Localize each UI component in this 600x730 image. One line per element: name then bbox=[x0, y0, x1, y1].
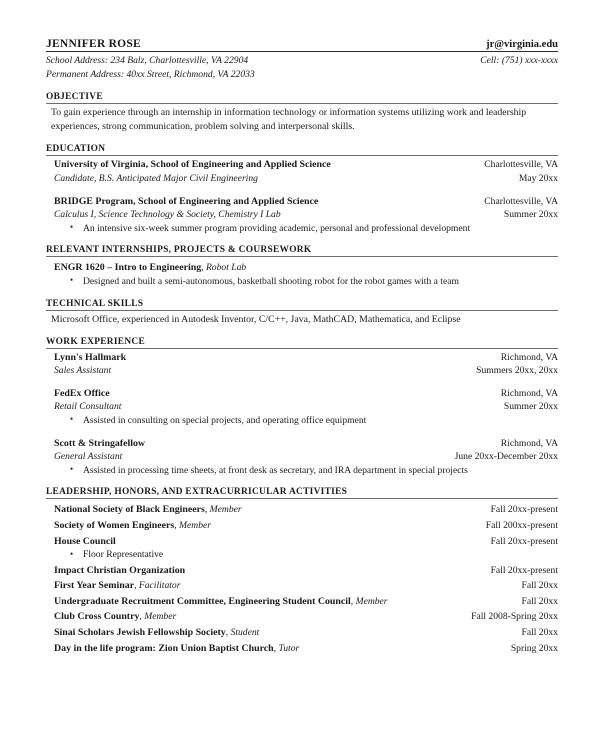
work-entry bbox=[54, 351, 558, 378]
entry-title-group bbox=[54, 259, 256, 275]
section-title-work-experience: WORK EXPERIENCE bbox=[46, 337, 558, 349]
entry-date: May 20xx bbox=[518, 173, 558, 184]
list-item: • Floor Representative bbox=[54, 548, 558, 562]
leadership-item bbox=[54, 640, 558, 656]
leadership-item bbox=[54, 501, 558, 517]
entry-role: , Tutor bbox=[273, 642, 300, 654]
entry-date: Summer 20xx bbox=[503, 401, 558, 413]
entry-location: Richmond, VA bbox=[500, 387, 558, 399]
entry-date: Summer 20xx bbox=[503, 209, 558, 221]
entry-subtitle: General Assistant bbox=[54, 451, 123, 463]
entry-organization: Undergraduate Recruitment Committee, Engineering Student Council bbox=[54, 595, 351, 607]
leadership-item bbox=[54, 608, 558, 624]
section-title-technical-skills: TECHNICAL SKILLS bbox=[46, 299, 558, 311]
section-leadership bbox=[46, 487, 558, 655]
entry-role: , Member bbox=[204, 504, 242, 516]
header-cell: Cell: (751) xxx-xxxx bbox=[480, 55, 558, 66]
objective-text: To gain experience through an internship in information technology or information systems utilizing work and leadership experiences, strong communication, problem solving and interpersonal skills. bbox=[51, 107, 527, 133]
education-entry bbox=[54, 158, 558, 185]
entry-location: Charlottesville, VA bbox=[484, 159, 558, 171]
entry-date: Summers 20xx, 20xx bbox=[476, 365, 558, 377]
resume-header bbox=[46, 38, 558, 82]
work-entry bbox=[54, 437, 558, 478]
entry-header-row bbox=[54, 158, 558, 172]
entry-date: Fall 200xx-present bbox=[485, 519, 558, 531]
technical-skills-body bbox=[46, 311, 558, 327]
entry-organization: First Year Seminar bbox=[54, 580, 135, 592]
section-title-internships: RELEVANT INTERNSHIPS, PROJECTS & COURSEWORK bbox=[46, 245, 558, 257]
entry-date: Fall 20xx bbox=[521, 595, 558, 607]
list-item: • Designed and built a semi-autonomous, basketball shooting robot for the robot games with a team bbox=[54, 275, 558, 289]
entry-organization: House Council bbox=[54, 535, 116, 547]
leadership-item bbox=[54, 517, 558, 533]
entry-sub-row bbox=[54, 208, 558, 222]
entry-subtitle: Calculus I, Science Technology & Society, Chemistry I Lab bbox=[54, 209, 281, 221]
entry-organization: Lynn's Hallmark bbox=[54, 351, 127, 363]
section-objective bbox=[46, 92, 558, 134]
entry-organization: Club Cross Country bbox=[54, 611, 140, 623]
entry-subtitle: Sales Assistant bbox=[54, 365, 112, 377]
entry-bullet-list bbox=[54, 222, 558, 236]
header-permanent-address-row bbox=[46, 68, 558, 82]
entry-header-row bbox=[54, 195, 558, 209]
leadership-item bbox=[54, 577, 558, 593]
entry-location: Charlottesville, VA bbox=[484, 195, 558, 207]
entry-header-row bbox=[54, 437, 558, 451]
entry-organization: Sinai Scholars Jewish Fellowship Society bbox=[54, 627, 226, 639]
entry-header-row bbox=[54, 387, 558, 401]
list-item: • Assisted in consulting on special projects, and operating office equipment bbox=[54, 414, 558, 428]
entry-sub-row bbox=[54, 172, 558, 186]
entry-location: Richmond, VA bbox=[500, 351, 558, 363]
leadership-item bbox=[54, 562, 558, 578]
entry-bullet-list bbox=[54, 464, 558, 478]
entry-role: , Student bbox=[225, 627, 260, 639]
section-internships bbox=[46, 245, 558, 288]
section-title-leadership: LEADERSHIP, HONORS, AND EXTRACURRICULAR ACTIVITIES bbox=[46, 487, 558, 499]
section-title-objective: OBJECTIVE bbox=[46, 92, 558, 104]
entry-header-row bbox=[54, 259, 558, 275]
work-experience-body bbox=[46, 349, 558, 478]
objective-body bbox=[46, 104, 558, 134]
leadership-item bbox=[54, 533, 558, 549]
entry-date: Fall 20xx-present bbox=[490, 564, 558, 576]
education-body bbox=[46, 156, 558, 235]
entry-subtitle: Retail Consultant bbox=[54, 401, 122, 413]
list-item: • An intensive six-week summer program providing academic, personal and professional development bbox=[54, 222, 558, 236]
entry-organization: University of Virginia, School of Engineering and Applied Science bbox=[54, 159, 331, 171]
entry-date: Fall 20xx bbox=[521, 580, 558, 592]
spacer bbox=[54, 428, 558, 437]
section-education bbox=[46, 144, 558, 235]
page-title: JENNIFER ROSE bbox=[46, 38, 141, 50]
internships-body bbox=[46, 257, 558, 288]
entry-organization: National Society of Black Engineers bbox=[54, 504, 205, 516]
leadership-body bbox=[46, 499, 558, 655]
spacer bbox=[54, 378, 558, 387]
leadership-item bbox=[54, 624, 558, 640]
entry-subtitle: Candidate, B.S. Anticipated Major Civil Engineering bbox=[54, 173, 258, 184]
spacer bbox=[54, 186, 558, 195]
header-permanent-address: Permanent Address: 40xx Street, Richmond, VA 22033 bbox=[46, 69, 255, 81]
header-school-address: School Address: 234 Balz, Charlottesville, VA 22904 bbox=[46, 55, 249, 66]
education-entry bbox=[54, 195, 558, 236]
internship-entry bbox=[54, 259, 558, 288]
entry-role: , Facilitator bbox=[134, 580, 181, 592]
entry-role: , Member bbox=[350, 595, 388, 607]
entry-organization-suffix: , Robot Lab bbox=[201, 262, 247, 274]
entry-header-row bbox=[54, 351, 558, 365]
entry-bullet-list bbox=[54, 548, 558, 562]
leadership-item bbox=[54, 593, 558, 609]
entry-date: Spring 20xx bbox=[510, 642, 558, 654]
header-name-row bbox=[46, 38, 558, 51]
entry-sub-row bbox=[54, 400, 558, 414]
entry-organization: Society of Women Engineers bbox=[54, 519, 175, 531]
entry-organization: Scott & Stringafellow bbox=[54, 437, 146, 449]
entry-organization: BRIDGE Program, School of Engineering and Applied Science bbox=[54, 195, 319, 207]
entry-organization: ENGR 1620 – Intro to Engineering bbox=[54, 262, 202, 274]
technical-skills-text: Microsoft Office, experienced in Autodesk Inventor, C/C++, Java, MathCAD, Mathematica, and Eclipse bbox=[51, 313, 461, 325]
entry-role: , Member bbox=[174, 519, 211, 531]
section-title-education: EDUCATION bbox=[46, 144, 558, 156]
entry-sub-row bbox=[54, 450, 558, 464]
section-technical-skills bbox=[46, 299, 558, 327]
entry-date: Fall 20xx bbox=[521, 627, 558, 639]
header-email: jr@virginia.edu bbox=[486, 39, 558, 50]
entry-date: Fall 20xx-present bbox=[490, 504, 558, 516]
header-rule bbox=[46, 51, 558, 52]
section-work-experience bbox=[46, 337, 558, 478]
entry-location: Richmond, VA bbox=[500, 437, 558, 449]
entry-role: , Member bbox=[139, 611, 177, 623]
entry-bullet-list bbox=[54, 275, 558, 289]
list-item: • Assisted in processing time sheets, at front desk as secretary, and IRA department in special projects bbox=[54, 464, 558, 478]
entry-organization: Impact Christian Organization bbox=[54, 564, 186, 576]
work-entry bbox=[54, 387, 558, 428]
entry-date: Fall 2008-Spring 20xx bbox=[471, 611, 558, 623]
entry-sub-row bbox=[54, 364, 558, 378]
entry-organization: FedEx Office bbox=[54, 387, 110, 399]
entry-organization: Day in the life program: Zion Union Baptist Church bbox=[54, 642, 274, 654]
entry-date: Fall 20xx-present bbox=[490, 535, 558, 547]
entry-bullet-list bbox=[54, 414, 558, 428]
entry-date: June 20xx-December 20xx bbox=[454, 451, 558, 463]
header-school-address-row bbox=[46, 54, 558, 68]
